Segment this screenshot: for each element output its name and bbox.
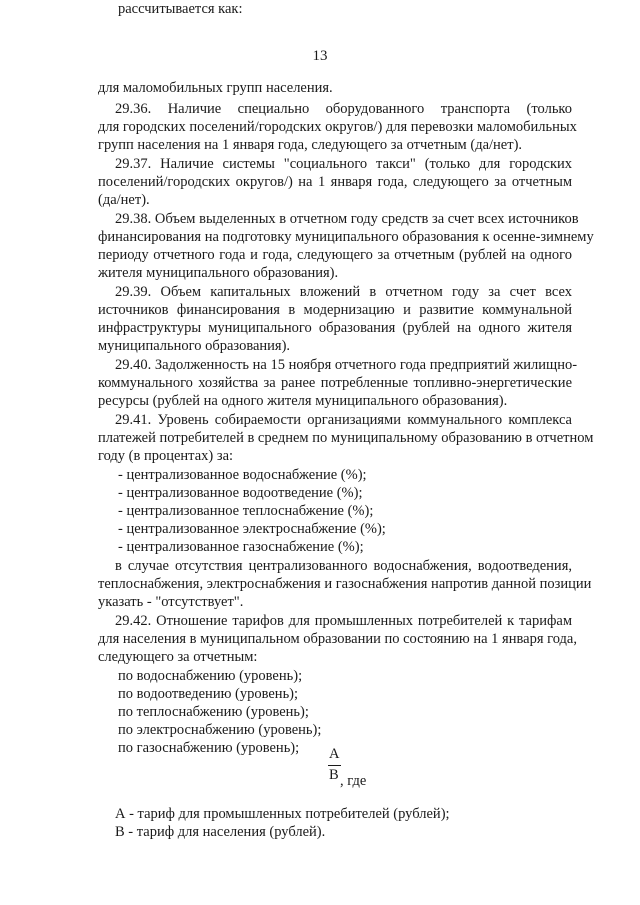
text-line: 29.42. Отношение тарифов для промышленных потребителей к тарифам	[115, 613, 572, 629]
text-line: по электроснабжению (уровень);	[118, 722, 322, 738]
definition-b: В - тариф для населения (рублей).	[115, 824, 326, 840]
text-line: рассчитывается как:	[118, 1, 243, 17]
formula-numerator: А	[329, 746, 340, 762]
text-line: (да/нет).	[98, 192, 150, 208]
text-line: по водоотведению (уровень);	[118, 686, 299, 702]
text-line: жителя муниципального образования).	[98, 265, 339, 281]
text-line: 29.38. Объем выделенных в отчетном году средств за счет всех источников	[115, 211, 579, 227]
text-line: 29.36. Наличие специально оборудованного транспорта (только	[115, 101, 572, 117]
text-line: в случае отсутствия централизованного водоснабжения, водоотведения,	[115, 558, 572, 574]
text-line: групп населения на 1 января года, следующего за отчетным (да/нет).	[98, 137, 523, 153]
definition-a: А - тариф для промышленных потребителей (рублей);	[115, 806, 450, 822]
text-line: 29.39. Объем капитальных вложений в отчетном году за счет всех	[115, 284, 572, 300]
text-line: 29.40. Задолженность на 15 ноября отчетного года предприятий жилищно-	[115, 357, 578, 373]
text-line: поселений/городских округов/) на 1 января года, следующего за отчетным	[98, 174, 572, 190]
text-line: платежей потребителей в среднем по муниципальному образованию в отчетном	[98, 430, 594, 446]
text-line: ресурсы (рублей на одного жителя муниципального образования).	[98, 393, 508, 409]
text-line: финансирования на подготовку муниципального образования к осенне-зимнему	[98, 229, 594, 245]
text-line: теплоснабжения, электроснабжения и газоснабжения напротив данной позиции	[98, 576, 592, 592]
text-line: по теплоснабжению (уровень);	[118, 704, 309, 720]
page-number: 13	[312, 48, 328, 64]
formula-suffix: , где	[340, 773, 367, 789]
text-line: 29.37. Наличие системы "социального такси" (только для городских	[115, 156, 572, 172]
text-line: для населения в муниципальном образовании по состоянию на 1 января года,	[98, 631, 577, 647]
text-line: следующего за отчетным:	[98, 649, 258, 665]
text-line: - централизованное газоснабжение (%);	[118, 539, 364, 555]
text-line: году (в процентах) за:	[98, 448, 234, 464]
text-line: коммунального хозяйства за ранее потребленные топливно-энергетические	[98, 375, 572, 391]
formula-denominator: В	[329, 767, 339, 783]
text-line: периоду отчетного года и года, следующего за отчетным (рублей на одного	[98, 247, 572, 263]
text-line: для городских поселений/городских округов/) для перевозки маломобильных	[98, 119, 577, 135]
text-line: - централизованное теплоснабжение (%);	[118, 503, 374, 519]
text-line: - централизованное водоснабжение (%);	[118, 467, 367, 483]
text-line: для маломобильных групп населения.	[98, 80, 333, 96]
text-line: по газоснабжению (уровень);	[118, 740, 300, 756]
text-line: инфраструктуры муниципального образования (рублей на одного жителя	[98, 320, 572, 336]
text-line: - централизованное водоотведение (%);	[118, 485, 363, 501]
text-line: 29.41. Уровень собираемости организациями коммунального комплекса	[115, 412, 572, 428]
text-line: указать - "отсутствует".	[98, 594, 244, 610]
text-line: - централизованное электроснабжение (%);	[118, 521, 386, 537]
text-line: источников финансирования в модернизацию и развитие коммунальной	[98, 302, 572, 318]
text-line: муниципального образования).	[98, 338, 291, 354]
text-line: по водоснабжению (уровень);	[118, 668, 303, 684]
